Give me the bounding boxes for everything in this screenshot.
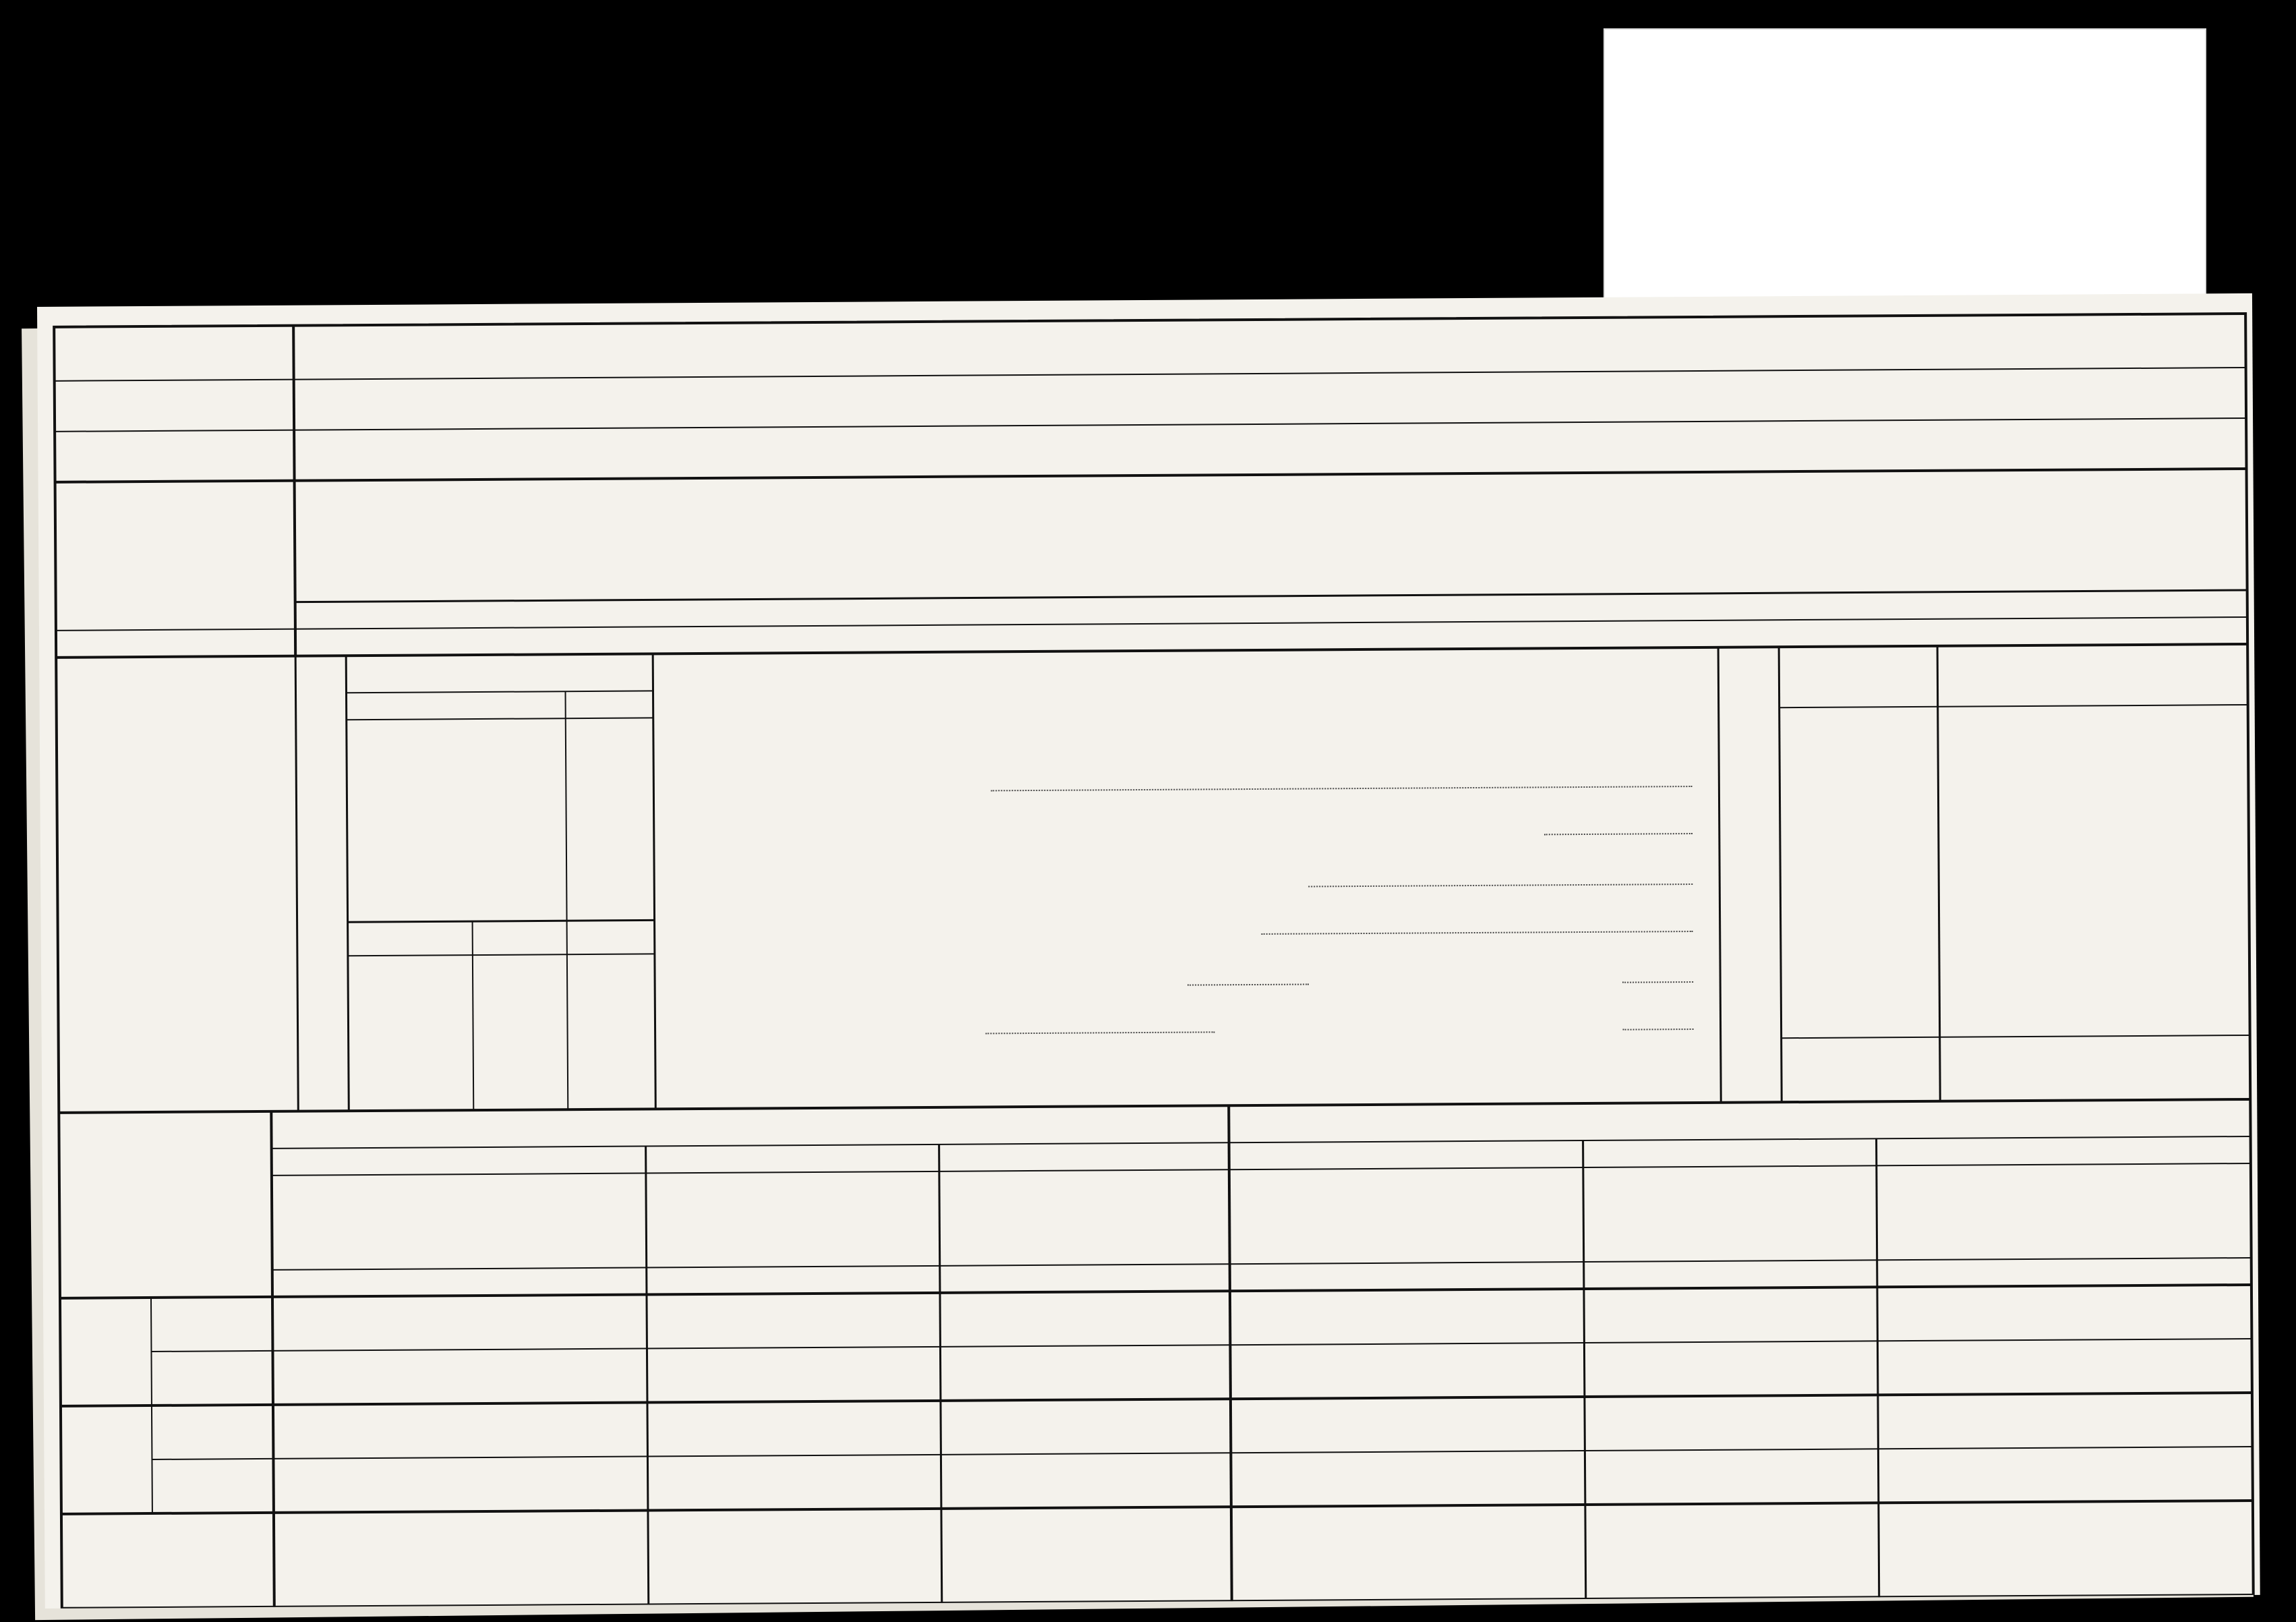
bleed-through-label-card	[1603, 28, 2206, 313]
hired-workers-caption	[305, 669, 342, 1101]
population-caption	[1725, 660, 1775, 1092]
row-group-non-allotment	[71, 1412, 105, 1507]
row-group-allotment	[70, 1304, 105, 1399]
census-card-sheet	[37, 293, 2260, 1609]
men-label	[1794, 876, 1821, 1011]
women-label	[1793, 728, 1821, 863]
form-grid-lines	[37, 293, 2260, 1609]
